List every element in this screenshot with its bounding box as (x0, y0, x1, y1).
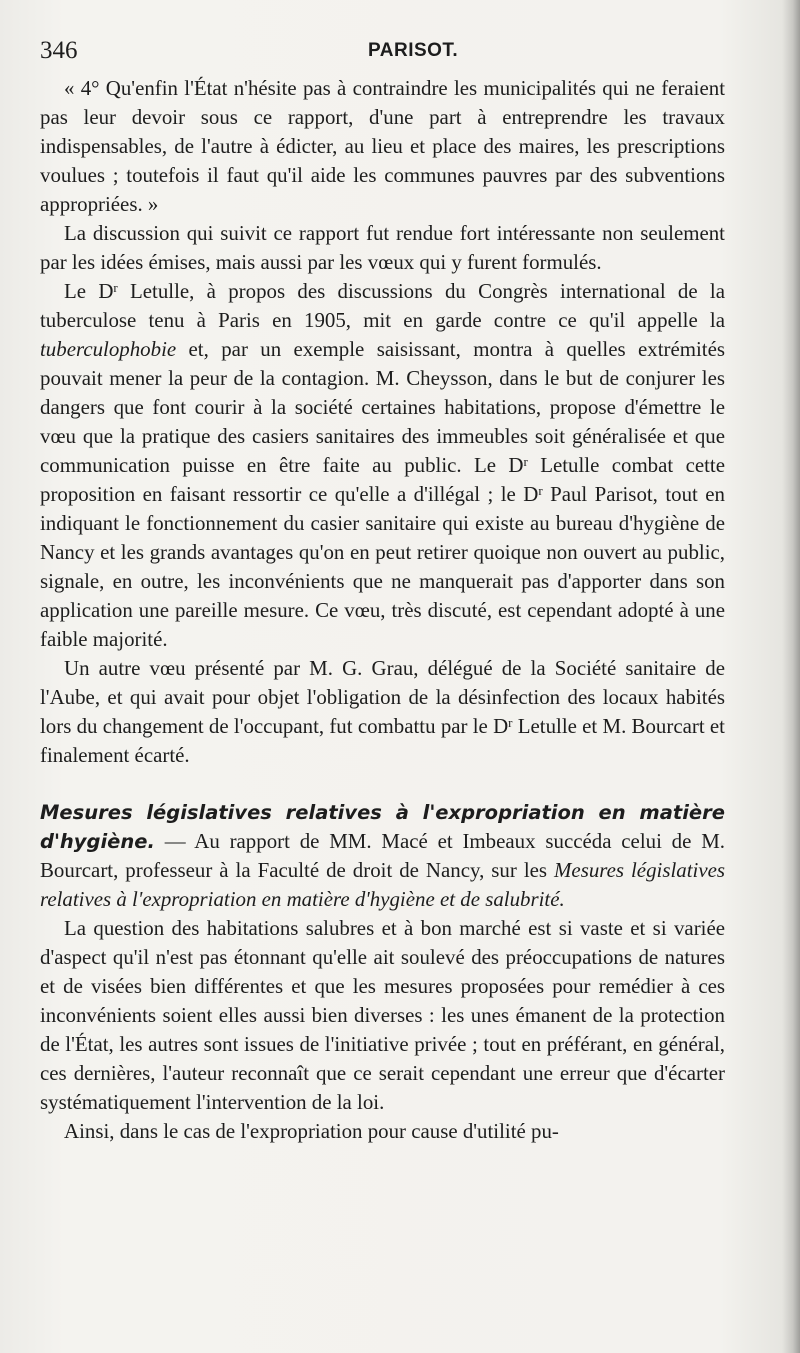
page-body (40, 74, 725, 1146)
superscript: r (508, 715, 513, 731)
paragraph-section-expropriation (40, 798, 725, 914)
page-number: 346 (40, 37, 78, 64)
paragraph-habitations: La question des habitations salubres et à bon marché est si vaste et si variée d'aspect qu'il n'est pas étonnant qu'elle ait soulevé des préoccupations de natures et de visées bien différentes et que les mesures proposées pour remédier à ces inconvénients soient elles aussi bien diverses : les unes émanent de la protection de l'État, les autres sont issues de l'initiative privée ; tout en préférant, en général, ces dernières, l'auteur reconnaît que ce serait cependant une erreur que d'écarter systématiquement l'intervention de la loi. (40, 916, 725, 1114)
text-run: Paul Parisot, tout en indiquant le fonctionnement du casier sanitaire qui existe au bureau d'hygiène de Nancy et les grands avantages qu'on en peut retirer quoique non ouvert au public, signale, en outre, les inconvénients que ne manquerait pas d'apporter dans son application une pareille mesure. Ce vœu, très discuté, est cependant adopté à une faible majorité. (40, 482, 725, 651)
paragraph-quote-point-4: « 4° Qu'enfin l'État n'hésite pas à contraindre les municipalités qui ne feraient pas leur devoir sous ce rapport, d'une part à entreprendre les travaux indispensables, de l'autre à édicter, au lieu et place des maires, les prescriptions voulues ; toutefois il faut qu'il aide les communes pauvres par des subventions appropriées. » (40, 76, 725, 216)
page-header (40, 36, 730, 66)
paragraph-discussion: La discussion qui suivit ce rapport fut rendue fort intéressante non seulement par les idées émises, mais aussi par les vœux qui y furent formulés. (40, 221, 725, 274)
text-run: et, par un exemple saisissant, montra à quelles extrémités pouvait mener la peur de la contagion. M. Cheysson, dans le but de conjurer les dangers que font courir à la société certaines habitations, propose d'émettre le vœu que la pratique des casiers sanitaires des immeubles soit généralisée et que communication puisse en être faite au public. Le D (40, 337, 725, 477)
italic-term: tuberculophobie (40, 337, 177, 361)
running-title: PARISOT. (368, 40, 459, 61)
paragraph-ainsi: Ainsi, dans le cas de l'expropriation pour cause d'utilité pu- (64, 1119, 559, 1143)
binding-shadow (782, 0, 800, 1353)
text-run: Letulle combat cette proposition en faisant ressortir ce qu'elle a d'illégal ; le D (40, 453, 725, 506)
text-run: Letulle, à propos des discussions du Congrès international de la tuberculose tenu à Paris en 1905, mit en garde contre ce qu'il appelle la (40, 279, 725, 332)
superscript: r (523, 454, 528, 470)
text-run: Le D (64, 279, 114, 303)
text-run: Letulle et M. Bourcart et finalement écarté. (40, 714, 725, 767)
text-run: — Au rapport de MM. Macé et Imbeaux succéda celui de M. Bourcart, professeur à la Faculté de droit de Nancy, sur les (40, 829, 725, 882)
text-run: Un autre vœu présenté par M. G. Grau, délégué de la Société sanitaire de l'Aube, et qui avait pour objet l'obligation de la désinfection des locaux habités lors du changement de l'occupant, fut combattu par le D (40, 656, 725, 738)
superscript: r (538, 483, 543, 499)
italic-title: Mesures législatives relatives à l'expropriation en matière d'hygiène et de salubrité. (40, 858, 725, 911)
superscript: r (113, 280, 118, 296)
section-title: Mesures législatives relatives à l'expropriation en matière d'hygiène. (40, 801, 725, 853)
section-gap (40, 770, 725, 798)
paragraph-letulle (40, 277, 725, 654)
paragraph-grau-voeu (40, 654, 725, 770)
